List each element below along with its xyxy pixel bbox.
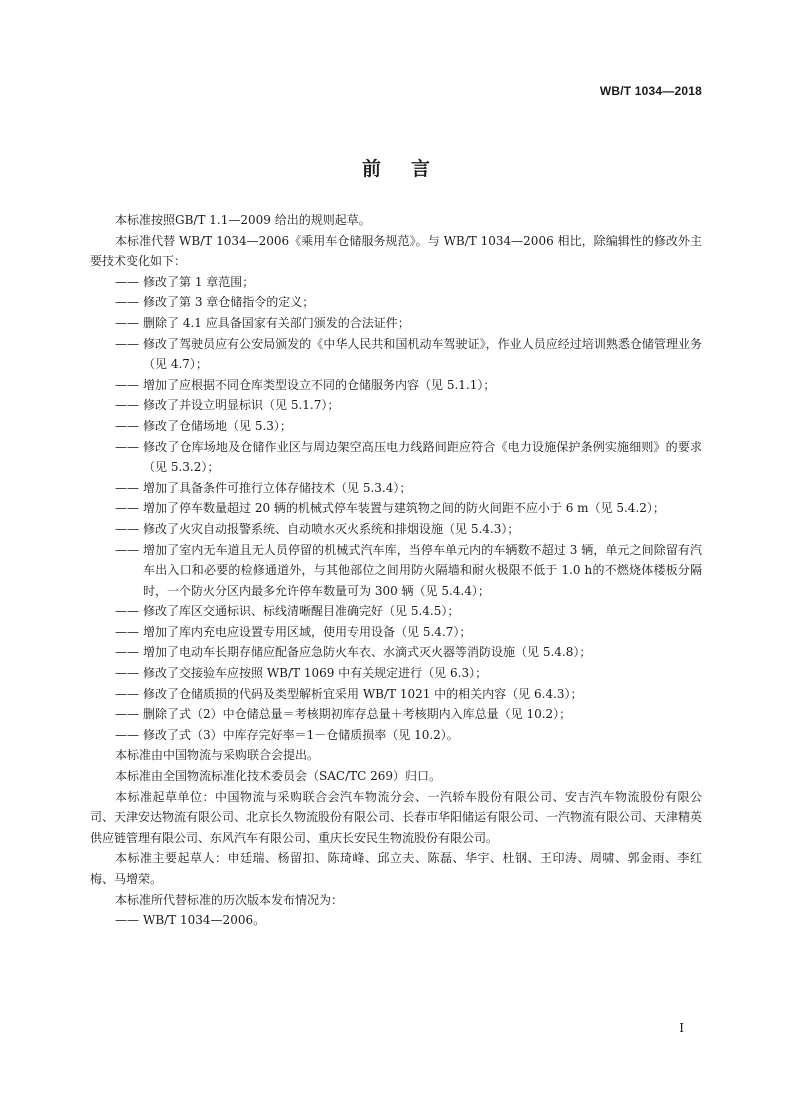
paragraph-drafting-rules: 本标准按照GB/T 1.1—2009 给出的规则起草。 [115, 213, 371, 227]
change-item [90, 519, 702, 540]
paragraph-drafters: 本标准主要起草人：申廷瑞、杨留扣、陈琦峰、邱立夫、陈磊、华宇、杜钢、王印涛、周啸、郭金雨、李红梅、马增荣。 [90, 851, 702, 886]
change-item-text: 删除了 4.1 应具备国家有关部门颁发的合法证件； [143, 315, 410, 330]
dash-marker: —— [115, 439, 139, 454]
paragraph-history-intro: 本标准所代替标准的历次版本发布情况为： [115, 892, 344, 907]
dash-marker: —— [115, 521, 139, 536]
change-item-text: 修改了仓储质损的代码及类型解析宜采用 WB/T 1021 中的相关内容（见 6.4.3）； [143, 686, 583, 701]
change-item [90, 663, 702, 684]
change-item-text: 修改了库区交通标识、标线清晰醒目准确完好（见 5.4.5）； [143, 604, 460, 619]
change-item-text: 修改了第 1 章范围； [143, 274, 255, 289]
change-item-text: 增加了具备条件可推行立体存储技术（见 5.3.4）； [143, 480, 412, 495]
change-item [90, 642, 702, 663]
dash-marker: —— [115, 336, 139, 351]
dash-marker: —— [115, 666, 139, 681]
change-item [90, 416, 702, 437]
dash-marker: —— [115, 686, 139, 701]
dash-marker: —— [115, 727, 139, 742]
change-item-text: 修改了仓库场地及仓储作业区与周边架空高压电力线路间距应符合《电力设施保护条例实施细则》的要求（见 5.3.2）； [143, 439, 702, 475]
change-item-text: 修改了交接验车应按照 WB/T 1069 中有关规定进行（见 6.3）； [143, 666, 488, 681]
change-item-text: 增加了室内无车道且无人员停留的机械式汽车库，当停车单元内的车辆数不超过 3 辆，单元之间除留有汽车出入口和必要的检修通道外，与其他部位之间用防火隔墙和耐火极限不低于 1.0 h的不燃烧体楼板分隔时，一个防火分区内最多允许停车数量可为 300 辆（见 5.4.4）； [143, 542, 702, 598]
change-item-text: 修改了式（3）中库存完好率＝1－仓储质损率（见 10.2）。 [143, 727, 459, 742]
change-item [90, 684, 702, 705]
dash-marker: —— [115, 604, 139, 619]
change-item [90, 375, 702, 396]
dash-marker: —— [115, 913, 139, 928]
change-item [90, 704, 702, 725]
change-item [90, 622, 702, 643]
change-item-text: 删除了式（2）中仓储总量＝考核期初库存总量＋考核期内入库总量（见 10.2）； [143, 707, 572, 722]
paragraph-committee: 本标准由全国物流标准化技术委员会（SAC/TC 269）归口。 [115, 769, 442, 784]
dash-marker: —— [115, 295, 139, 310]
change-item [90, 478, 702, 499]
standard-number-header: WB/T 1034—2018 [599, 84, 702, 98]
change-item-text: 修改了仓储场地（见 5.3）； [143, 418, 292, 433]
change-item [90, 498, 702, 519]
dash-marker: —— [115, 315, 139, 330]
change-item-text: 修改了火灾自动报警系统、自动喷水灭火系统和排烟设施（见 5.4.3）； [143, 521, 520, 536]
paragraph-proposer: 本标准由中国物流与采购联合会提出。 [115, 748, 320, 763]
history-item-text: WB/T 1034—2006。 [143, 913, 266, 928]
page-title: 前言 [361, 158, 460, 180]
page-number: I [679, 1021, 684, 1035]
dash-marker: —— [115, 377, 139, 392]
dash-marker: —— [115, 418, 139, 433]
dash-marker: —— [115, 398, 139, 413]
change-item-text: 修改了第 3 章仓储指令的定义； [143, 295, 315, 310]
dash-marker: —— [115, 542, 139, 557]
change-item-text: 修改了驾驶员应有公安局颁发的《中华人民共和国机动车驾驶证》，作业人员应经过培训熟悉仓储管理业务（见 4.7）； [143, 336, 702, 372]
change-item [90, 334, 702, 375]
change-item [90, 292, 702, 313]
history-item [90, 910, 702, 931]
dash-marker: —— [115, 645, 139, 660]
dash-marker: —— [115, 274, 139, 289]
change-item [90, 313, 702, 334]
dash-marker: —— [115, 707, 139, 722]
change-item-text: 增加了停车数量超过 20 辆的机械式停车装置与建筑物之间的防火间距不应小于 6 m（见 5.4.2）； [143, 501, 665, 516]
dash-marker: —— [115, 501, 139, 516]
change-item [90, 437, 702, 478]
change-item-text: 增加了库内充电应设置专用区域，使用专用设备（见 5.4.7）； [143, 624, 472, 639]
change-item [90, 725, 702, 746]
change-item-text: 增加了电动车长期存储应配备应急防火车衣、水滴式灭火器等消防设施（见 5.4.8）； [143, 645, 592, 660]
dash-marker: —— [115, 480, 139, 495]
paragraph-drafting-units: 本标准起草单位：中国物流与采购联合会汽车物流分会、一汽轿车股份有限公司、安吉汽车物流股份有限公司、天津安达物流有限公司、北京长久物流股份有限公司、长春市华阳储运有限公司、一汽物流有限公司、天津精英供应链管理有限公司、东风汽车有限公司、重庆长安民生物流股份有限公司。 [90, 789, 703, 845]
change-item [90, 272, 702, 293]
change-item [90, 395, 702, 416]
change-item-text: 增加了应根据不同仓库类型设立不同的仓储服务内容（见 5.1.1）； [143, 377, 496, 392]
change-item [90, 601, 702, 622]
paragraph-replacement-note: 本标准代替 WB/T 1034—2006《乘用车仓储服务规范》。与 WB/T 1034—2006 相比，除编辑性的修改外主要技术变化如下： [90, 233, 702, 269]
foreword-body [90, 210, 702, 931]
change-item [90, 540, 702, 602]
dash-marker: —— [115, 624, 139, 639]
change-item-text: 修改了并设立明显标识（见 5.1.7）； [143, 398, 340, 413]
